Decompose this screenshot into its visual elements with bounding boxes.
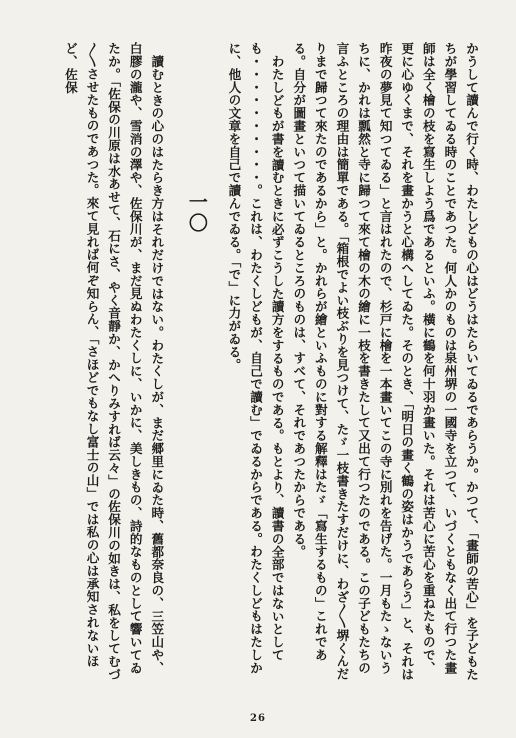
paragraph-2: わたしどもが書を讀むときに必ずこうした讀方をするものである。もとより、讀書の全部ではないとしても・・・・・・・・・・。これは、わたくしどもが、自己で讀む」でゐるからである。わたくしどもはたしかに、他人の文章を自己で讀んでゐる。「で」に力がゐる。 bbox=[226, 42, 285, 675]
paragraph-1: かうして讀んで行く時、わたしどもの心はどうはたらいてゐるであらうか。かつて、「畫師の苦心」を子どもたちが學習してゐる時のことであつた。何人かのものは泉州堺の一國寺を立つて、いづくともなく出て行つた畫師は全く檜の枝を寫生しよう爲であるといふ。橫に鶴を何十羽か畫いた。それは苦心に苦心を重ねたもので、更に心ゆくまで、それを畫かうと心構へしてゐた。そのとき、「明日の畫く鶴の姿はかうであらう」と、それは昨夜の夢見て知つてゐる」と言はれたので、杉戸に檜を一本畫いてこの寺に別れを告げた。一月もたゝないうちに、かれは瓢然と寺に歸つて來て檜の木の繪に一枝を書きたして又出て行つたのである。この子どもたちの言ふところの理由は簡單である。「箱根でよい枝ぶりを見つけて、たゞ一枝書きたすだけに、わざ〳〵堺くんだりまで歸つて來たのであるから」と。かれらが繪といふものに對する解釋はたゞ「寫生するもの」これである。自分が圖畫といつて描いてゐるところのものは、すべて、それであつたからである。 bbox=[291, 42, 479, 681]
page-number: 26 bbox=[250, 713, 266, 724]
paragraph-3: 讀むときの心のはたらき方はそれだけではない。わたくしが、まだ郷里にゐた時、舊都奈良の、三笠山や、白膠の瀧や、雪消の澤や、佐保川が、まだ見ぬわたくしに、いかに、美しきもの、詩的なものとして響いてゐたか。「佐保の川原は水あせて、石にさ、やく音靜か、かへりみすれば云々」の佐保川の如きは、私をしてむづ〳〵させたものであつた。來て見れば何ぞ知らん、「さほどでもなし富士の山」では私の心は承知されないほど、佐保 bbox=[62, 42, 165, 681]
section-number: 一〇 bbox=[185, 192, 208, 234]
vertical-text-body bbox=[59, 42, 482, 682]
